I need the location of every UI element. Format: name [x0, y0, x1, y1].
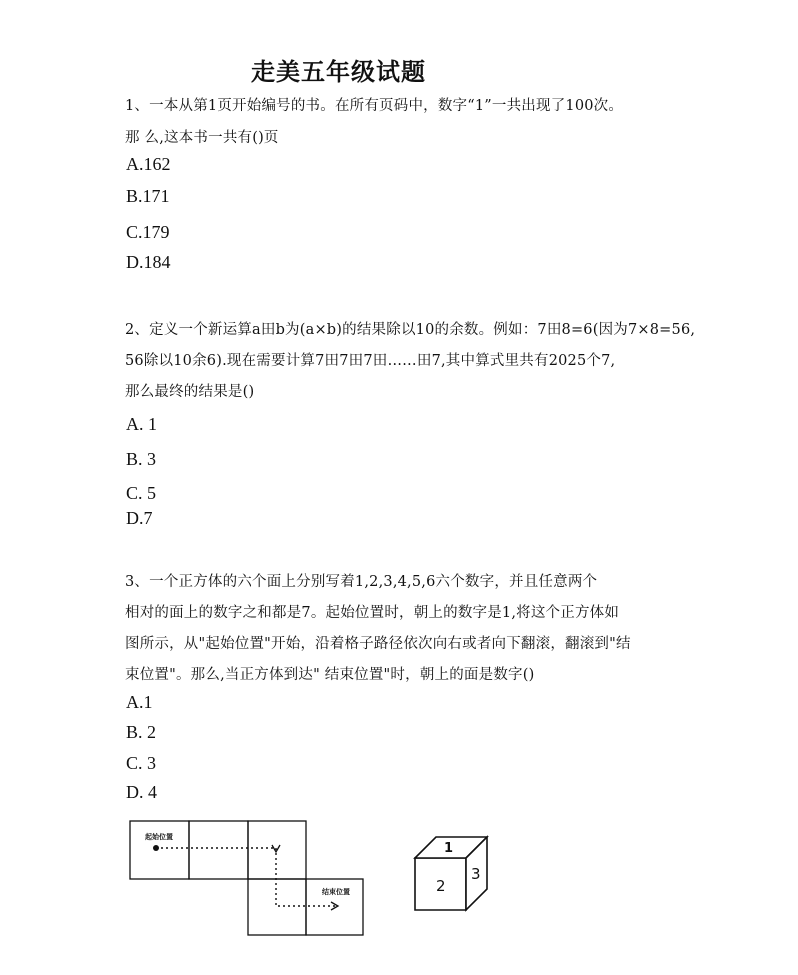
question-1-option-b: B.171: [126, 186, 170, 206]
start-position-label: 起始位置: [145, 833, 173, 841]
cube-side-number: 3: [471, 865, 481, 883]
question-3-line-1: 3、一个正方体的六个面上分别写着1,2,3,4,5,6六个数字，并且任意两个: [125, 574, 598, 590]
question-3-line-3: 图所示，从"起始位置"开始，沿着格子路径依次向右或者向下翻滚，翻滚到"结: [125, 636, 631, 652]
question-2-line-1: 2、定义一个新运算a田b为(a×b)的结果除以10的余数。例如：7田8=6(因为7×8=56,: [125, 322, 696, 338]
question-3-option-c: C. 3: [126, 753, 157, 773]
question-3-option-b: B. 2: [126, 722, 157, 742]
question-3-line-4: 束位置"。那么,当正方体到达" 结束位置"时，朝上的面是数字(): [125, 667, 535, 683]
question-1-line-2: 那 么,这本书一共有()页: [125, 130, 279, 146]
question-2-option-a: A. 1: [126, 414, 157, 434]
question-3-option-a: A.1: [126, 692, 153, 712]
question-1-line-1: 1、一本从第1页开始编号的书。在所有页码中，数字“1”一共出现了100次。: [125, 98, 624, 114]
question-1-option-d: D.184: [126, 252, 171, 272]
question-1-option-a: A.162: [126, 154, 171, 174]
cube-top-number: 1: [444, 841, 454, 856]
question-2-option-b: B. 3: [126, 449, 157, 469]
roll-path: [156, 848, 336, 906]
grid-cell: [248, 879, 306, 935]
grid-cell: [130, 821, 189, 879]
question-3-line-2: 相对的面上的数字之和都是7。起始位置时，朝上的数字是1,将这个正方体如: [125, 605, 620, 621]
question-2-line-2: 56除以10余6).现在需要计算7田7田7田……田7,其中算式里共有2025个7,: [125, 353, 616, 369]
grid-cell: [189, 821, 248, 879]
start-dot: [153, 845, 159, 851]
question-2-option-d: D.7: [126, 508, 153, 528]
end-position-label: 结束位置: [322, 888, 350, 896]
cube-front-number: 2: [436, 877, 446, 895]
question-2-line-3: 那么最终的结果是(): [125, 384, 255, 400]
question-1-option-c: C.179: [126, 222, 170, 242]
question-2-option-c: C. 5: [126, 483, 157, 503]
page-title: 走美五年级试题: [251, 58, 426, 86]
question-3-option-d: D. 4: [126, 782, 157, 802]
